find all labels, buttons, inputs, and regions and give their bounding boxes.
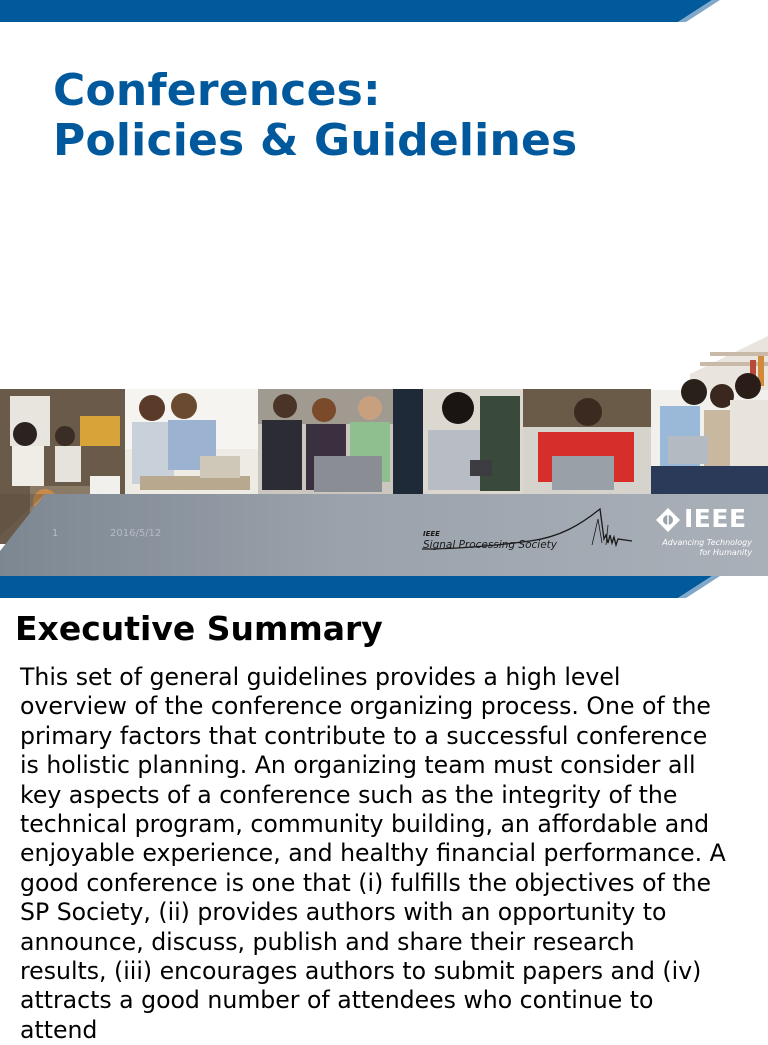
body-line: attend bbox=[20, 1015, 98, 1044]
summary-paragraph bbox=[20, 663, 765, 1045]
body-line: overview of the conference organizing process. One of the bbox=[20, 692, 711, 721]
body-line: is holistic planning. An organizing team must consider all bbox=[20, 751, 696, 780]
slide-title: Executive Summary bbox=[15, 609, 383, 648]
slide-date: 2016/5/12 bbox=[110, 528, 162, 539]
title-line-1: Conferences: bbox=[53, 65, 381, 116]
body-line: primary factors that contribute to a successful conference bbox=[20, 721, 708, 750]
title-line-2: Policies & Guidelines bbox=[53, 115, 578, 166]
body-line: SP Society, (ii) provides authors with an opportunity to bbox=[20, 898, 667, 927]
ieee-diamond-icon bbox=[656, 508, 680, 532]
ieee-tagline-line-1: Advancing Technology bbox=[662, 538, 752, 547]
body-line: attracts a good number of attendees who continue to bbox=[20, 986, 654, 1015]
body-line: results, (iii) encourages authors to submit papers and (iv) bbox=[20, 957, 702, 986]
sps-ieee-label: IEEE bbox=[423, 530, 440, 538]
body-line: enjoyable experience, and healthy financial performance. A bbox=[20, 839, 726, 868]
slide-title bbox=[53, 66, 577, 166]
body-line: technical program, community building, an affordable and bbox=[20, 810, 710, 839]
ieee-tagline bbox=[652, 538, 752, 558]
sps-name: Signal Processing Society bbox=[423, 539, 557, 551]
ieee-tagline-line-2: for Humanity bbox=[699, 548, 752, 557]
body-line: This set of general guidelines provides a high level bbox=[20, 663, 621, 691]
body-line: key aspects of a conference such as the integrity of the bbox=[20, 780, 678, 809]
slide-number: 1 bbox=[52, 528, 59, 539]
ieee-wordmark: IEEE bbox=[684, 504, 747, 533]
body-line: announce, discuss, publish and share their research bbox=[20, 927, 635, 956]
header-bar bbox=[0, 0, 768, 22]
header-bar bbox=[0, 576, 768, 598]
body-line: good conference is one that (i) fulfills the objectives of the bbox=[20, 868, 712, 897]
executive-summary-slide bbox=[0, 576, 768, 1044]
